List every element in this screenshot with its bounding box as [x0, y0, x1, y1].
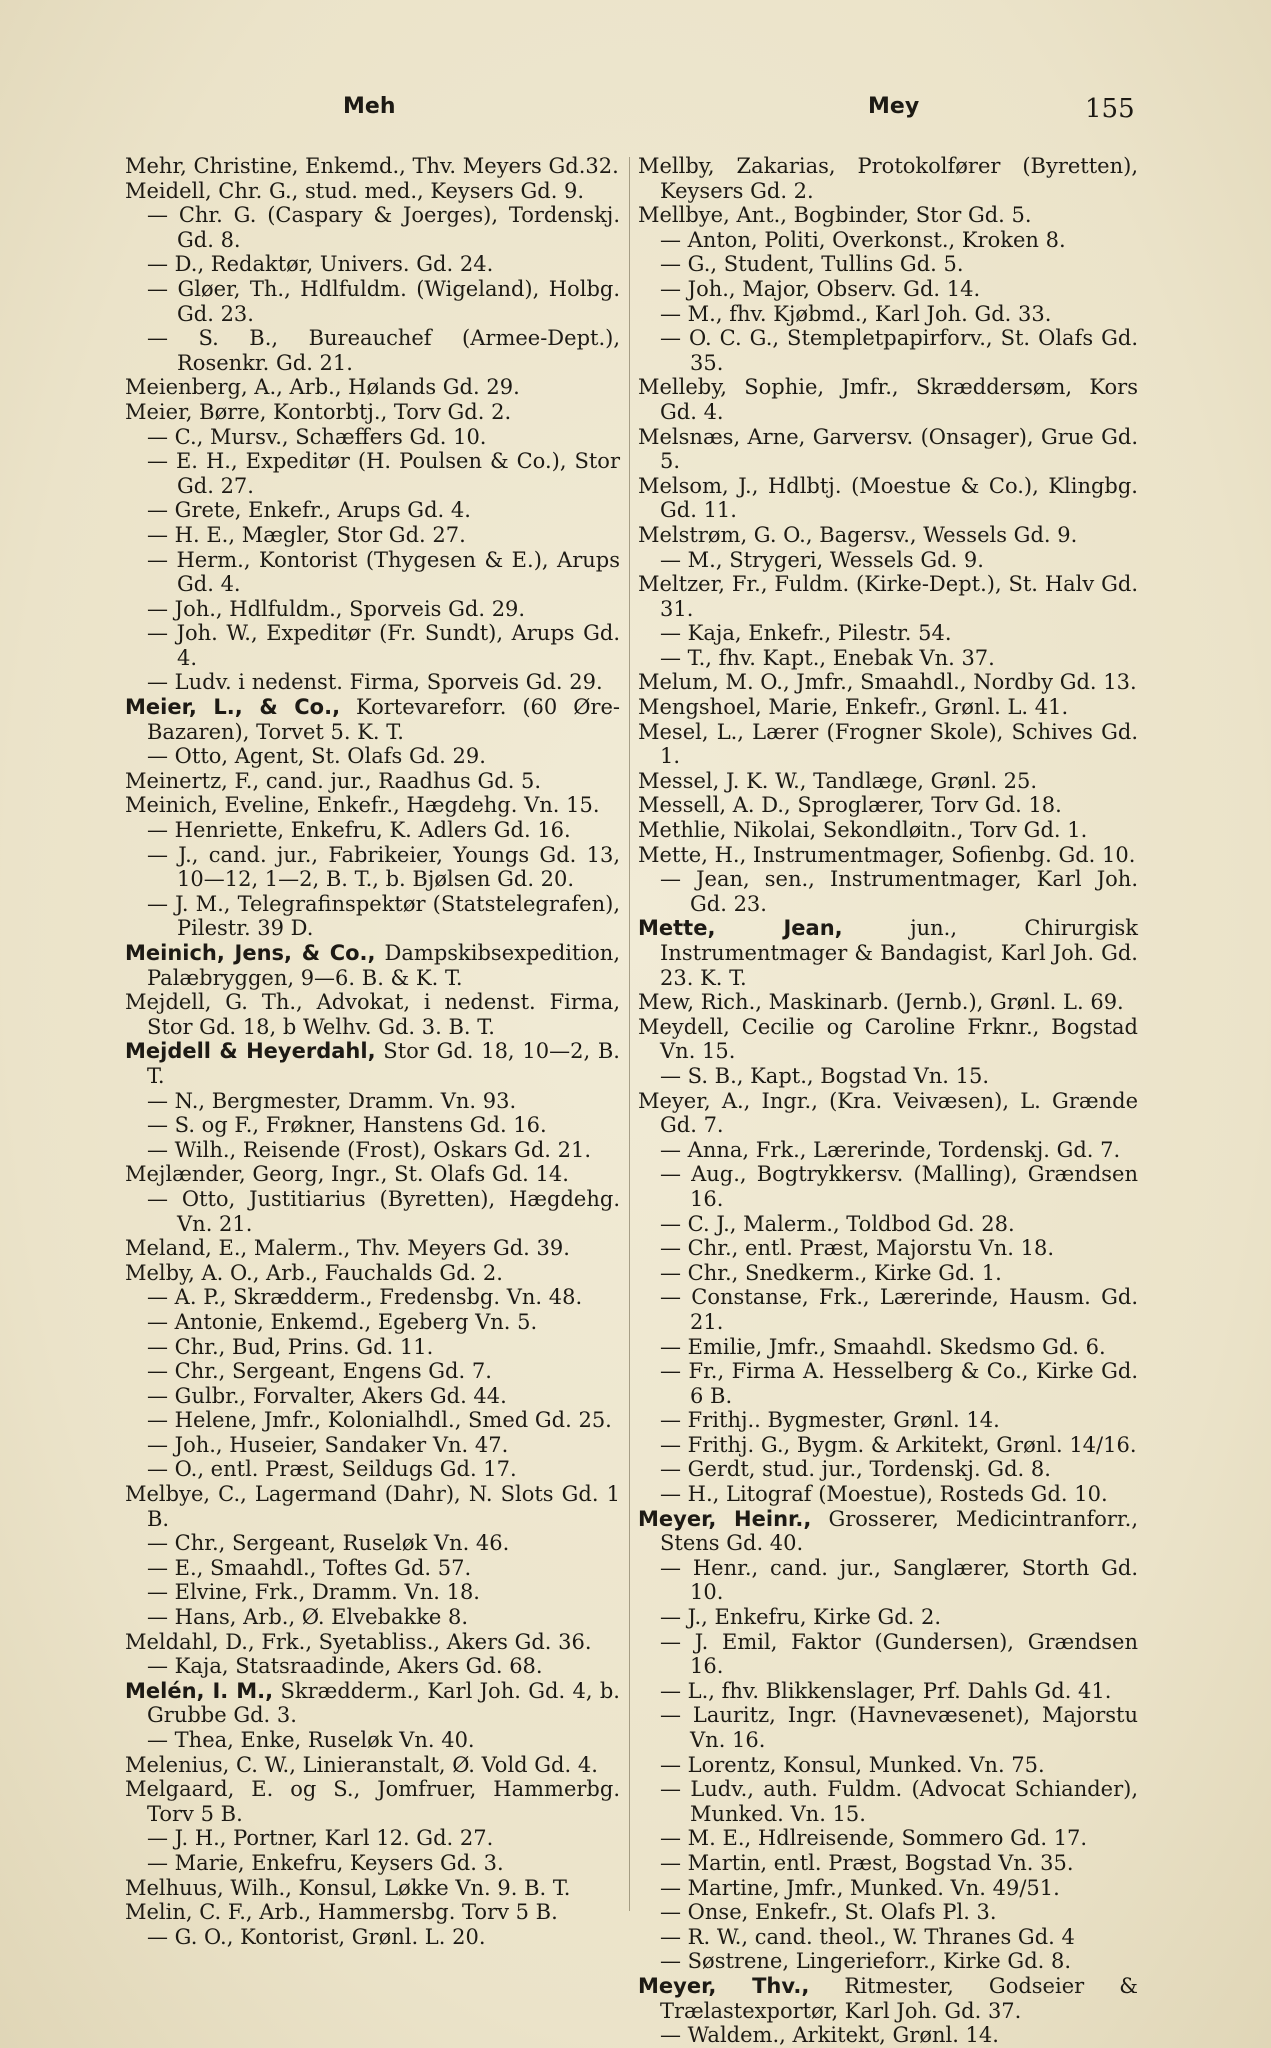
directory-entry — [638, 990, 1138, 1015]
entry-firm-name: Mejdell & Heyerdahl, — [125, 1039, 376, 1064]
directory-entry — [125, 621, 620, 670]
directory-entry — [125, 154, 620, 179]
directory-entry — [125, 990, 620, 1039]
page-number: 155 — [1085, 94, 1135, 124]
directory-entry — [638, 1457, 1138, 1482]
directory-entry — [638, 474, 1138, 523]
entry-text: Mejlænder, Georg, Ingr., St. Olafs Gd. 14. — [125, 1162, 569, 1187]
entry-text: — Helene, Jmfr., Kolonialhdl., Smed Gd. 25. — [147, 1408, 612, 1433]
entry-text: Stor Gd. 18, 10—2, B. T. — [147, 1039, 620, 1088]
entry-text: Melstrøm, G. O., Bagersv., Wessels Gd. 9. — [638, 522, 1078, 547]
entry-text: — Kaja, Statsraadinde, Akers Gd. 68. — [147, 1654, 543, 1679]
directory-entry — [638, 1900, 1138, 1925]
directory-entry — [638, 818, 1138, 843]
entry-text: — Antonie, Enkemd., Egeberg Vn. 5. — [147, 1309, 538, 1334]
directory-entry — [125, 1876, 620, 1901]
directory-entry — [638, 695, 1138, 720]
entry-text: — J. Emil, Faktor (Gundersen), Grændsen 16. — [660, 1629, 1138, 1679]
directory-entry — [125, 597, 620, 622]
entry-text: — Chr., Snedkerm., Kirke Gd. 1. — [660, 1260, 1002, 1285]
entry-text: — M., Strygeri, Wessels Gd. 9. — [660, 547, 984, 572]
entry-text: — G. O., Kontorist, Grønl. L. 20. — [147, 1924, 486, 1949]
directory-entry — [125, 1556, 620, 1581]
entry-text: — Herm., Kontorist (Thygesen & E.), Arups Gd. 4. — [147, 547, 620, 597]
entry-text: — Gulbr., Forvalter, Akers Gd. 44. — [147, 1383, 507, 1408]
directory-entry — [125, 1039, 620, 1088]
directory-entry — [125, 1654, 620, 1679]
directory-entry — [638, 203, 1138, 228]
directory-entry — [638, 1826, 1138, 1851]
directory-entry — [125, 744, 620, 769]
entry-text: Melleby, Sophie, Jmfr., Skræddersøm, Kors Gd. 4. — [638, 375, 1138, 424]
entry-text: — Hans, Arb., Ø. Elvebakke 8. — [147, 1605, 469, 1630]
entry-text: — E. H., Expeditør (H. Poulsen & Co.), Stor Gd. 27. — [147, 449, 620, 498]
directory-entry — [125, 1138, 620, 1163]
directory-entry — [125, 695, 620, 744]
entry-text: Mejdell, G. Th., Advokat, i nedenst. Firma, Stor Gd. 18, b Welhv. Gd. 3. B. T. — [125, 990, 620, 1039]
directory-entry — [125, 1236, 620, 1261]
entry-text: Meltzer, Fr., Fuldm. (Kirke-Dept.), St. Halv Gd. 31. — [638, 572, 1138, 621]
entry-text: Melhuus, Wilh., Konsul, Løkke Vn. 9. B. T. — [125, 1875, 571, 1900]
directory-entry — [125, 326, 620, 375]
directory-entry — [638, 916, 1138, 990]
entry-text: — D., Redaktør, Univers. Gd. 24. — [147, 252, 494, 277]
entry-text: — N., Bergmester, Dramm. Vn. 93. — [147, 1088, 517, 1113]
entry-text: Melby, A. O., Arb., Fauchalds Gd. 2. — [125, 1260, 503, 1285]
entry-text: — M., fhv. Kjøbmd., Karl Joh. Gd. 33. — [660, 301, 1052, 326]
directory-entry — [125, 769, 620, 794]
page-header — [0, 94, 1271, 134]
entry-text: — C. J., Malerm., Toldbod Gd. 28. — [660, 1211, 1015, 1236]
entry-text: — Chr., Bud, Prins. Gd. 11. — [147, 1334, 434, 1359]
directory-entry — [638, 2023, 1138, 2048]
directory-entry — [638, 1261, 1138, 1286]
entry-text: Mesel, L., Lærer (Frogner Skole), Schives Gd. 1. — [638, 719, 1138, 769]
directory-entry — [125, 277, 620, 326]
entry-text: — C., Mursv., Schæffers Gd. 10. — [147, 424, 487, 449]
directory-entry — [125, 1753, 620, 1778]
directory-entry — [125, 1261, 620, 1286]
directory-entry — [125, 670, 620, 695]
entry-text: — Onse, Enkefr., St. Olafs Pl. 3. — [660, 1900, 997, 1925]
entry-text: — Henriette, Enkefru, K. Adlers Gd. 16. — [147, 818, 571, 843]
directory-entry — [125, 1679, 620, 1728]
entry-text: — Martine, Jmfr., Munked. Vn. 49/51. — [660, 1875, 1060, 1900]
entry-text: Meinertz, F., cand. jur., Raadhus Gd. 5. — [125, 768, 542, 793]
directory-entry — [638, 1949, 1138, 1974]
directory-entry — [638, 425, 1138, 474]
entry-text: — L., fhv. Blikkenslager, Prf. Dahls Gd. 41. — [660, 1678, 1112, 1703]
entry-text: Methlie, Nikolai, Sekondløitn., Torv Gd. 1. — [638, 818, 1088, 843]
entry-text: Meier, Børre, Kontorbtj., Torv Gd. 2. — [125, 399, 512, 424]
directory-entry — [125, 1408, 620, 1433]
directory-entry — [638, 867, 1138, 916]
directory-entry — [125, 1384, 620, 1409]
entry-text: — S. B., Kapt., Bogstad Vn. 15. — [660, 1063, 990, 1088]
entry-text: — Frithj.. Bygmester, Grønl. 14. — [660, 1408, 1000, 1433]
entry-text: — R. W., cand. theol., W. Thranes Gd. 4 — [660, 1924, 1075, 1949]
entry-text: — Chr. G. (Caspary & Joerges), Tordenskj. Gd. 8. — [147, 203, 620, 252]
entry-text: Melenius, C. W., Linieranstalt, Ø. Vold Gd. 4. — [125, 1752, 598, 1777]
directory-entry — [638, 1777, 1138, 1826]
directory-entry — [125, 1531, 620, 1556]
directory-entry — [638, 228, 1138, 253]
entry-text: — Joh. W., Expeditør (Fr. Sundt), Arups Gd. 4. — [147, 621, 620, 670]
directory-entry — [125, 1580, 620, 1605]
directory-entry — [125, 1482, 620, 1531]
entry-text: Meland, E., Malerm., Thv. Meyers Gd. 39. — [125, 1236, 570, 1261]
entry-text: Melgaard, E. og S., Jomfruer, Hammerbg. Torv 5 B. — [125, 1777, 620, 1826]
entry-text: Mellby, Zakarias, Protokolfører (Byretten), Keysers Gd. 2. — [638, 154, 1138, 203]
directory-entry — [125, 179, 620, 204]
directory-entry — [638, 302, 1138, 327]
entry-text: — S. og F., Frøkner, Hanstens Gd. 16. — [147, 1113, 547, 1138]
directory-entry — [638, 1064, 1138, 1089]
entry-text: — J. H., Portner, Karl 12. Gd. 27. — [147, 1826, 494, 1851]
entry-firm-name: Melén, I. M., — [125, 1678, 274, 1703]
directory-entry — [125, 252, 620, 277]
directory-entry — [125, 793, 620, 818]
directory-entry — [638, 1236, 1138, 1261]
entry-text: Messell, A. D., Sproglærer, Torv Gd. 18. — [638, 793, 1062, 818]
directory-entry — [125, 1359, 620, 1384]
entry-text: — Gerdt, stud. jur., Tordenskj. Gd. 8. — [660, 1457, 1051, 1482]
entry-text: Meinich, Eveline, Enkefr., Hægdehg. Vn. 15. — [125, 793, 600, 818]
entry-text: — Fr., Firma A. Hesselberg & Co., Kirke Gd. 6 B. — [660, 1359, 1138, 1408]
directory-entry — [125, 1113, 620, 1138]
entry-text: jun., Chirurgisk Instrumentmager & Bandagist, Karl Joh. Gd. 23. K. T. — [660, 916, 1138, 990]
directory-entry — [638, 1851, 1138, 1876]
entry-text: — Chr., Sergeant, Engens Gd. 7. — [147, 1359, 492, 1384]
entry-text: — Joh., Hdlfuldm., Sporveis Gd. 29. — [147, 596, 526, 621]
directory-entry — [638, 769, 1138, 794]
entry-text: — Ludv., auth. Fuldm. (Advocat Schiander), Munked. Vn. 15. — [660, 1777, 1138, 1826]
entry-text: — Joh., Huseier, Sandaker Vn. 47. — [147, 1432, 509, 1457]
entry-text: Mette, H., Instrumentmager, Sofienbg. Gd. 10. — [638, 842, 1136, 867]
entry-text: Messel, J. K. W., Tandlæge, Grønl. 25. — [638, 768, 1038, 793]
entry-text: — Ludv. i nedenst. Firma, Sporveis Gd. 29. — [147, 670, 603, 695]
directory-entry — [638, 326, 1138, 375]
directory-entry — [638, 1433, 1138, 1458]
directory-entry — [638, 720, 1138, 769]
entry-text: — Aug., Bogtrykkersv. (Malling), Grændsen 16. — [660, 1162, 1138, 1211]
entry-text: — Lorentz, Konsul, Munked. Vn. 75. — [660, 1752, 1045, 1777]
entry-text: Skrædderm., Karl Joh. Gd. 4, b. Grubbe Gd. 3. — [147, 1678, 620, 1728]
entry-text: Grosserer, Medicintranforr., Stens Gd. 40. — [660, 1506, 1138, 1556]
entry-text: Melsom, J., Hdlbtj. (Moestue & Co.), Klingbg. Gd. 11. — [638, 473, 1138, 523]
directory-entry — [638, 1285, 1138, 1334]
entry-text: — Søstrene, Lingerieforr., Kirke Gd. 8. — [660, 1949, 1072, 1974]
entry-text: — Grete, Enkefr., Arups Gd. 4. — [147, 498, 471, 523]
column-divider — [629, 157, 630, 1911]
directory-entry — [125, 1900, 620, 1925]
entry-text: — Thea, Enke, Ruseløk Vn. 40. — [147, 1728, 475, 1752]
directory-entry — [638, 1630, 1138, 1679]
directory-entry — [125, 1605, 620, 1630]
entry-text: — A. P., Skrædderm., Fredensbg. Vn. 48. — [147, 1285, 583, 1310]
directory-entry — [125, 1285, 620, 1310]
directory-entry — [638, 1679, 1138, 1704]
entry-text: — Waldem., Arkitekt, Grønl. 14. — [660, 2023, 999, 2048]
header-left-keyword: Meh — [343, 94, 396, 119]
directory-entry — [638, 572, 1138, 621]
entry-text: — J., cand. jur., Fabrikeier, Youngs Gd. 13, 10—12, 1—2, B. T., b. Bjølsen Gd. 20. — [147, 842, 620, 892]
directory-entry — [638, 1138, 1138, 1163]
entry-text: Melum, M. O., Jmfr., Smaahdl., Nordby Gd. 13. — [638, 670, 1137, 695]
directory-entry — [125, 1162, 620, 1187]
directory-entry — [125, 425, 620, 450]
entry-firm-name: Meyer, Heinr., — [638, 1506, 812, 1531]
entry-text: Ritmester, Godseier & Trælastexportør, Karl Joh. Gd. 37. — [660, 1973, 1138, 2023]
entry-text: — Marie, Enkefru, Keysers Gd. 3. — [147, 1850, 504, 1875]
directory-entry — [638, 252, 1138, 277]
entry-text: Mellbye, Ant., Bogbinder, Stor Gd. 5. — [638, 203, 1032, 228]
directory-entry — [125, 1630, 620, 1655]
entry-text: — J. M., Telegrafinspektør (Statstelegrafen), Pilestr. 39 D. — [147, 891, 620, 941]
directory-entry — [125, 449, 620, 498]
directory-entry — [638, 1925, 1138, 1950]
directory-entry — [638, 1162, 1138, 1211]
directory-entry — [125, 843, 620, 892]
entry-text: Mengshoel, Marie, Enkefr., Grønl. L. 41. — [638, 695, 1069, 720]
directory-entry — [125, 1335, 620, 1360]
entry-text: Mehr, Christine, Enkemd., Thv. Meyers Gd.32. — [125, 154, 619, 178]
directory-entry — [638, 1605, 1138, 1630]
entry-text: Melsnæs, Arne, Garversv. (Onsager), Grue Gd. 5. — [638, 424, 1138, 474]
directory-entry — [638, 523, 1138, 548]
entry-text: Meidell, Chr. G., stud. med., Keysers Gd. 9. — [125, 178, 585, 203]
entry-text: — Henr., cand. jur., Sanglærer, Storth Gd. 10. — [660, 1555, 1138, 1605]
directory-entry — [638, 277, 1138, 302]
entry-text: — O., entl. Præst, Seildugs Gd. 17. — [147, 1457, 517, 1482]
entry-text: — S. B., Bureauchef (Armee-Dept.), Rosenkr. Gd. 21. — [147, 326, 620, 375]
directory-entry — [125, 1457, 620, 1482]
left-column — [125, 154, 620, 1949]
entry-text: — J., Enkefru, Kirke Gd. 2. — [660, 1605, 942, 1630]
directory-entry — [638, 646, 1138, 671]
directory-entry — [638, 843, 1138, 868]
directory-entry — [125, 892, 620, 941]
entry-firm-name: Mette, Jean, — [638, 916, 843, 941]
entry-text: Meienberg, A., Arb., Hølands Gd. 29. — [125, 375, 520, 400]
entry-text: — Otto, Justitiarius (Byretten), Hægdehg. Vn. 21. — [147, 1186, 620, 1236]
entry-text: — Otto, Agent, St. Olafs Gd. 29. — [147, 744, 486, 769]
directory-entry — [638, 1974, 1138, 2023]
directory-entry — [638, 1482, 1138, 1507]
entry-text: — H. E., Mægler, Stor Gd. 27. — [147, 522, 466, 547]
entry-text: Meyer, A., Ingr., (Kra. Veivæsen), L. Grænde Gd. 7. — [638, 1088, 1138, 1138]
entry-text: — Anton, Politi, Overkonst., Kroken 8. — [660, 227, 1066, 252]
directory-entry — [638, 1359, 1138, 1408]
directory-entry — [125, 523, 620, 548]
directory-entry — [638, 1507, 1138, 1556]
directory-entry — [125, 1433, 620, 1458]
entry-text: — Chr., entl. Præst, Majorstu Vn. 18. — [660, 1236, 1055, 1261]
directory-entry — [125, 1310, 620, 1335]
entry-text: — G., Student, Tullins Gd. 5. — [660, 252, 964, 277]
entry-text: — Kaja, Enkefr., Pilestr. 54. — [660, 621, 952, 646]
entry-text: — T., fhv. Kapt., Enebak Vn. 37. — [660, 645, 995, 670]
entry-text: — Martin, entl. Præst, Bogstad Vn. 35. — [660, 1850, 1074, 1875]
directory-entry — [638, 1335, 1138, 1360]
entry-text: — Emilie, Jmfr., Smaahdl. Skedsmo Gd. 6. — [660, 1334, 1106, 1359]
entry-text: — H., Litograf (Moestue), Rosteds Gd. 10. — [660, 1482, 1108, 1507]
entry-text: — Anna, Frk., Lærerinde, Tordenskj. Gd. 7. — [660, 1137, 1121, 1162]
directory-entry — [125, 548, 620, 597]
directory-entry — [125, 375, 620, 400]
right-column — [638, 154, 1138, 2048]
entry-text: Melin, C. F., Arb., Hammersbg. Torv 5 B. — [125, 1900, 558, 1925]
entry-text: Mew, Rich., Maskinarb. (Jernb.), Grønl. L. 69. — [638, 990, 1124, 1015]
directory-entry — [638, 1408, 1138, 1433]
directory-entry — [125, 203, 620, 252]
directory-entry — [125, 1728, 620, 1753]
directory-entry — [125, 1851, 620, 1876]
directory-entry — [125, 1187, 620, 1236]
entry-firm-name: Meyer, Thv., — [638, 1973, 810, 1998]
directory-entry — [125, 400, 620, 425]
directory-entry — [125, 818, 620, 843]
header-right-keyword: Mey — [868, 94, 920, 119]
entry-text: — Elvine, Frk., Dramm. Vn. 18. — [147, 1580, 480, 1605]
directory-entry — [125, 941, 620, 990]
entry-text: Melbye, C., Lagermand (Dahr), N. Slots Gd. 1 B. — [125, 1482, 620, 1531]
entry-text: — O. C. G., Stempletpapirforv., St. Olafs Gd. 35. — [660, 326, 1138, 375]
entry-text: Meydell, Cecilie og Caroline Frknr., Bogstad Vn. 15. — [638, 1014, 1138, 1064]
directory-entry — [638, 1753, 1138, 1778]
directory-entry — [125, 1777, 620, 1826]
directory-entry — [638, 154, 1138, 203]
entry-text: — Frithj. G., Bygm. & Arkitekt, Grønl. 14/16. — [660, 1432, 1137, 1457]
entry-text: Kortevareforr. (60 Øre-Bazaren), Torvet 5. K. T. — [147, 695, 620, 744]
entry-text: — Wilh., Reisende (Frost), Oskars Gd. 21. — [147, 1137, 592, 1162]
entry-firm-name: Meinich, Jens, & Co., — [125, 941, 376, 965]
directory-entry — [638, 1876, 1138, 1901]
directory-entry — [638, 1015, 1138, 1064]
directory-entry — [125, 1826, 620, 1851]
directory-entry — [125, 1925, 620, 1950]
entry-text: — Jean, sen., Instrumentmager, Karl Joh. Gd. 23. — [660, 867, 1138, 916]
directory-entry — [638, 670, 1138, 695]
entry-text: Meldahl, D., Frk., Syetabliss., Akers Gd. 36. — [125, 1629, 592, 1654]
directory-entry — [638, 375, 1138, 424]
directory-entry — [638, 1556, 1138, 1605]
directory-entry — [125, 498, 620, 523]
directory-entry — [638, 1703, 1138, 1752]
entry-firm-name: Meier, L., & Co., — [125, 695, 341, 720]
directory-entry — [638, 1089, 1138, 1138]
entry-text: — Joh., Major, Observ. Gd. 14. — [660, 276, 981, 301]
entry-text: — E., Smaahdl., Toftes Gd. 57. — [147, 1555, 472, 1580]
entry-text: Dampskibsexpedition, Palæbryggen, 9—6. B. & K. T. — [147, 941, 620, 990]
directory-entry — [638, 548, 1138, 573]
directory-entry — [638, 1212, 1138, 1237]
entry-text: — M. E., Hdlreisende, Sommero Gd. 17. — [660, 1826, 1088, 1851]
entry-text: — Constanse, Frk., Lærerinde, Hausm. Gd. 21. — [660, 1285, 1138, 1334]
entry-text: — Chr., Sergeant, Ruseløk Vn. 46. — [147, 1531, 510, 1556]
entry-text: — Gløer, Th., Hdlfuldm. (Wigeland), Holbg. Gd. 23. — [147, 276, 620, 326]
directory-entry — [638, 621, 1138, 646]
directory-entry — [125, 1089, 620, 1114]
directory-entry — [638, 793, 1138, 818]
entry-text: — Lauritz, Ingr. (Havnevæsenet), Majorstu Vn. 16. — [660, 1703, 1138, 1752]
